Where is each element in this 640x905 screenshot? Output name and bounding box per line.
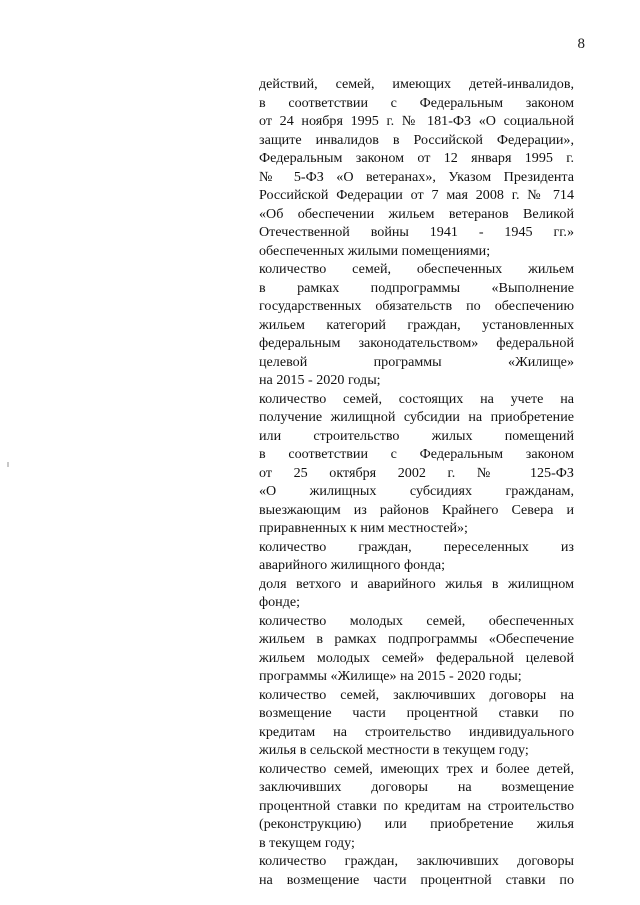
text-line: жильем категорий граждан, установленных: [259, 316, 574, 333]
text-line: на возмещение части процентной ставки по: [259, 871, 574, 888]
text-line: процентной ставки по кредитам на строительство: [259, 797, 574, 814]
text-line: обеспеченных жилыми помещениями;: [259, 242, 491, 259]
text-line: доля ветхого и аварийного жилья в жилищном: [259, 575, 574, 592]
text-line: или строительство жилых помещений: [259, 427, 574, 444]
text-line: количество семей, обеспеченных жильем: [259, 261, 574, 277]
paragraph: [259, 760, 574, 853]
text-line: в соответствии с Федеральным законом: [259, 94, 574, 111]
text-line: фонде;: [259, 594, 301, 610]
text-line: аварийного жилищного фонда;: [259, 557, 446, 573]
text-line: количество семей, заключивших договоры на: [259, 686, 574, 703]
paragraph: [259, 686, 574, 760]
scan-artifact: [7, 462, 9, 467]
text-line: в текущем году;: [259, 834, 355, 851]
text-line: государственных обязательств по обеспечению: [259, 298, 574, 314]
text-line: «О жилищных субсидиях гражданам,: [259, 483, 574, 499]
text-line: кредитам на строительство индивидуального: [259, 723, 574, 740]
text-line: получение жилищной субсидии на приобретение: [259, 409, 574, 425]
paragraph: [259, 852, 574, 889]
text-line: действий, семей, имеющих детей-инвалидов,: [259, 76, 574, 92]
text-line: программы «Жилище» на 2015 - 2020 годы;: [259, 668, 522, 684]
paragraph: [259, 260, 574, 390]
text-line: федеральным законодательством» федеральной: [259, 335, 574, 351]
text-line: от 25 октября 2002 г. № 125-ФЗ: [259, 464, 574, 481]
paragraph: [259, 75, 574, 260]
text-line: «Об обеспечении жильем ветеранов Великой: [259, 205, 574, 222]
paragraph: [259, 612, 574, 686]
text-line: в соответствии с Федеральным законом: [259, 446, 574, 462]
text-line: Отечественной войны 1941 - 1945 гг.»: [259, 224, 574, 240]
text-line: количество семей, имеющих трех и более детей,: [259, 760, 574, 777]
text-line: в рамках подпрограммы «Выполнение: [259, 279, 574, 296]
text-line: жилья в сельской местности в текущем году;: [259, 742, 529, 758]
text-line: выезжающим из районов Крайнего Севера и: [259, 501, 574, 518]
paragraph: [259, 575, 574, 612]
text-line: количество граждан, заключивших договоры: [259, 853, 574, 869]
text-line: возмещение части процентной ставки по: [259, 705, 574, 721]
text-line: количество граждан, переселенных из: [259, 538, 574, 555]
text-line: защите инвалидов в Российской Федерации»,: [259, 131, 574, 148]
text-line: количество молодых семей, обеспеченных: [259, 612, 574, 629]
text-line: жильем молодых семей» федеральной целевой: [259, 649, 574, 666]
text-line: от 24 ноября 1995 г. № 181-ФЗ «О социальной: [259, 113, 574, 129]
text-line: № 5-ФЗ «О ветеранах», Указом Президента: [259, 168, 574, 185]
text-line: заключивших договоры на возмещение: [259, 779, 574, 795]
text-line: жильем в рамках подпрограммы «Обеспечение: [259, 631, 574, 647]
text-line: Российской Федерации от 7 мая 2008 г. № 714: [259, 187, 574, 203]
text-line: приравненных к ним местностей»;: [259, 520, 468, 536]
document-body: [259, 75, 574, 889]
text-line: Федеральным законом от 12 января 1995 г.: [259, 150, 574, 166]
page-number: 8: [577, 36, 585, 52]
paragraph: [259, 390, 574, 538]
text-line: целевой программы «Жилище»: [259, 353, 574, 370]
text-line: на 2015 - 2020 годы;: [259, 372, 381, 388]
paragraph: [259, 538, 574, 575]
text-line: количество семей, состоящих на учете на: [259, 390, 574, 407]
text-line: (реконструкцию) или приобретение жилья: [259, 816, 574, 832]
